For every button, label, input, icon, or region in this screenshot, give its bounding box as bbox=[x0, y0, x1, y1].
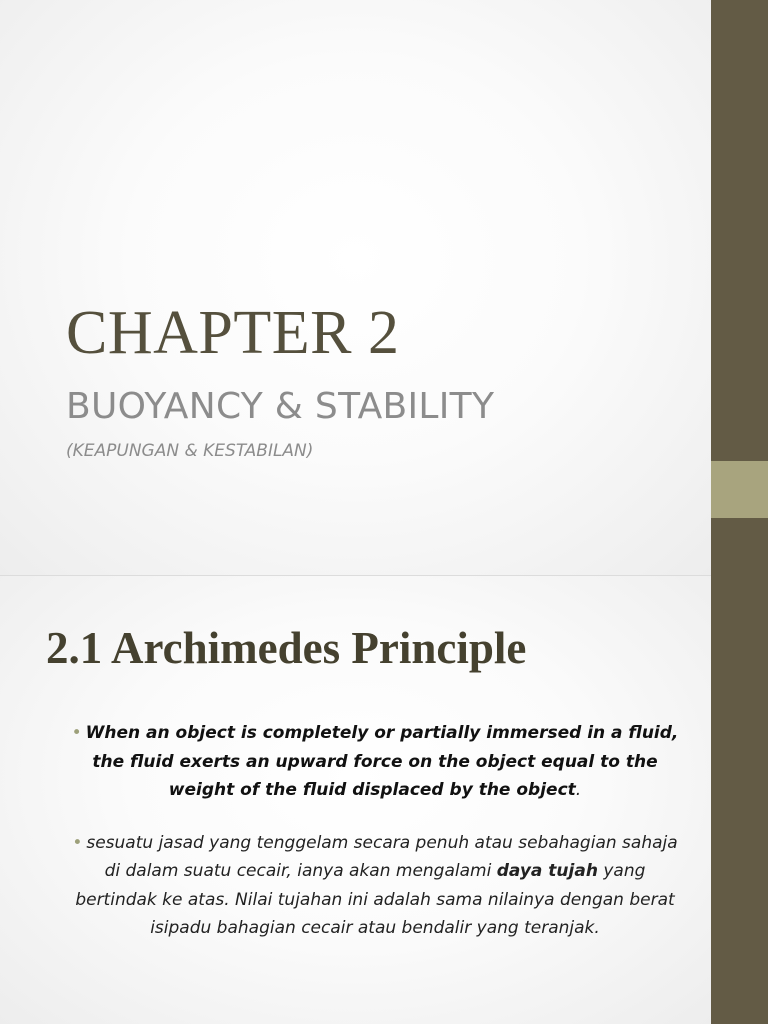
bullet-english-text: When an object is completely or partially immersed in a fluid, the fluid exerts an upward force on the object equal to the weight of the fluid displaced by the object bbox=[85, 723, 679, 800]
bullet-malay-text-2: yang bertindak ke atas. Nilai tujahan ini adalah sama nilainya dengan berat isipadu bahagian cecair atau bendalir yang teranjak. bbox=[75, 861, 675, 938]
chapter-title: CHAPTER 2 bbox=[66, 299, 400, 367]
chapter-translation-note: (KEAPUNGAN & KESTABILAN) bbox=[66, 441, 314, 461]
bullet-list bbox=[60, 719, 690, 967]
bullet-malay-bold-term: daya tujah bbox=[496, 861, 598, 881]
bullet-marker-icon: • bbox=[71, 723, 82, 743]
slide-archimedes bbox=[0, 576, 711, 1024]
bullet-english-end: . bbox=[575, 780, 582, 800]
sidebar-accent-block bbox=[711, 461, 768, 518]
bullet-malay bbox=[60, 829, 690, 943]
section-title: 2.1 Archimedes Principle bbox=[46, 623, 527, 673]
bullet-malay-text-1: sesuatu jasad yang tenggelam secara penuh atau sebahagian sahaja di dalam suatu cecair, ianya akan mengalami bbox=[86, 832, 678, 881]
chapter-subtitle: BUOYANCY & STABILITY bbox=[66, 386, 495, 427]
bullet-marker-icon: • bbox=[72, 832, 83, 853]
bullet-english bbox=[60, 719, 690, 805]
